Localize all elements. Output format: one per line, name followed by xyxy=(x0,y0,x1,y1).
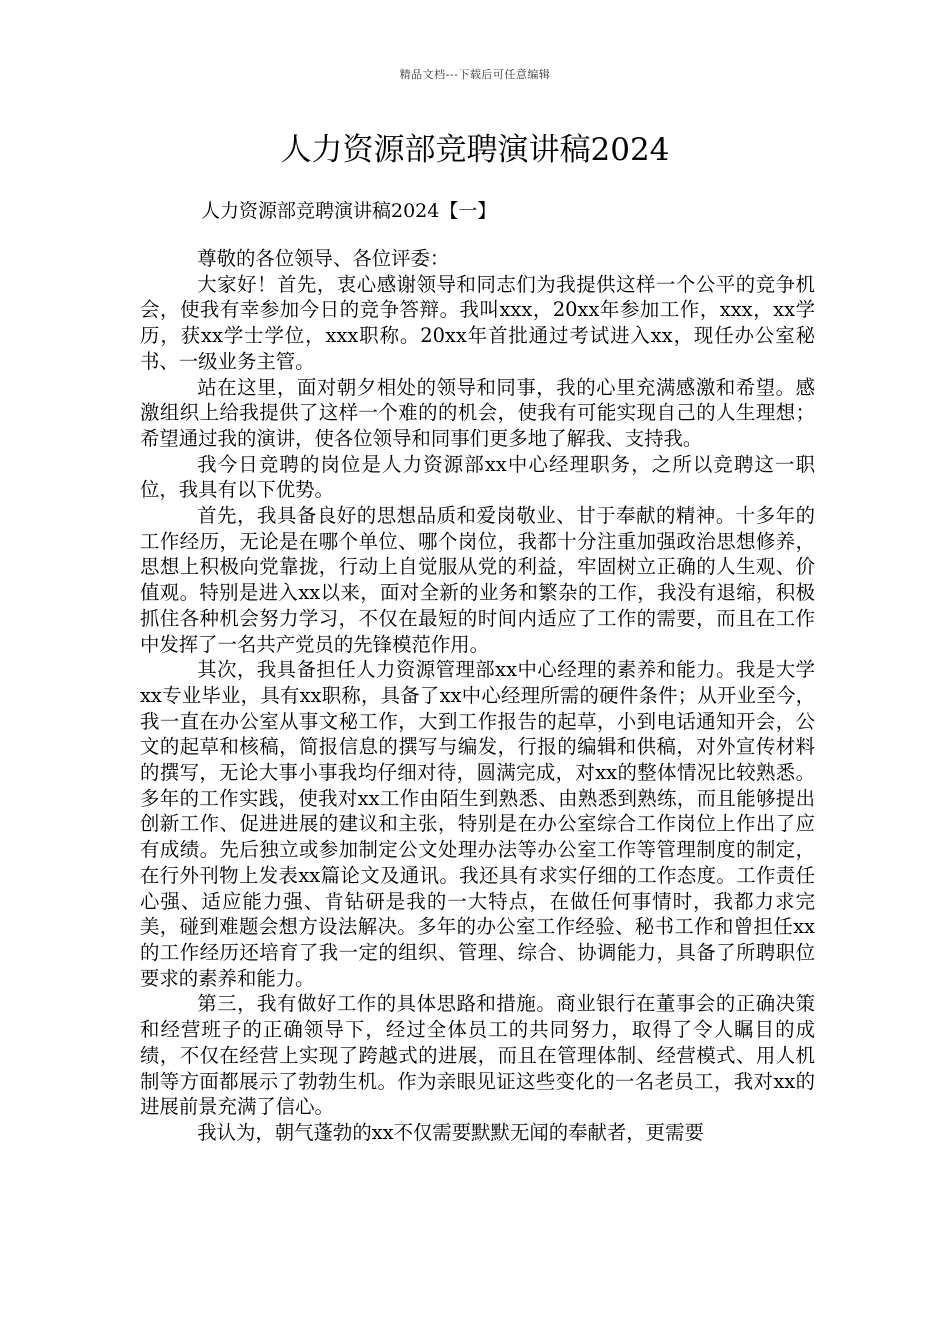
paragraph-opinion: 我认为，朝气蓬勃的xx不仅需要默默无闻的奉献者，更需要 xyxy=(197,1120,704,1144)
paragraph-position: 我今日竞聘的岗位是人力资源部xx中心经理职务，之所以竞聘这一职位，我具有以下优势。 xyxy=(140,452,815,502)
paragraph-greeting: 大家好！首先，衷心感谢领导和同志们为我提供这样一个公平的竞争机会，使我有幸参加今日的竞争答辩。我叫xxx，20xx年参加工作，xxx，xx学历，获xx学士学位，xxx职称。20xx年首批通过考试进入xx，现任办公室秘书、一级业务主管。 xyxy=(140,272,815,373)
section-title: 人力资源部竞聘演讲稿2024【一】 xyxy=(201,200,497,222)
paragraph-gratitude: 站在这里，面对朝夕相处的领导和同事，我的心里充满感激和希望。感激组织上给我提供了这样一个难的的机会，使我有可能实现自己的人生理想；希望通过我的演讲，使各位领导和同事们更多地了解我、支持我。 xyxy=(140,375,815,450)
paragraph-first-advantage: 首先，我具备良好的思想品质和爱岗敬业、甘于奉献的精神。十多年的工作经历，无论是在哪个单位、哪个岗位，我都十分注重加强政治思想修养，思想上积极向党靠拢，行动上自觉服从党的利益，牢固树立正确的人生观、价值观。特别是进入xx以来，面对全新的业务和繁杂的工作，我没有退缩，积极抓住各种机会努力学习，不仅在最短的时间内适应了工作的需要，而且在工作中发挥了一名共产党员的先锋模范作用。 xyxy=(140,504,815,656)
paragraph-third-advantage: 第三，我有做好工作的具体思路和措施。商业银行在董事会的正确决策和经营班子的正确领导下，经过全体员工的共同努力，取得了令人瞩目的成绩，不仅在经营上实现了跨越式的进展，而且在管理体制、经营模式、用人机制等方面都展示了勃勃生机。作为亲眼见证这些变化的一名老员工，我对xx的进展前景充满了信心。 xyxy=(140,992,815,1119)
paragraph-second-advantage: 其次，我具备担任人力资源管理部xx中心经理的素养和能力。我是大学xx专业毕业，具有xx职称，具备了xx中心经理所需的硬件条件；从开业至今，我一直在办公室从事文秘工作，大到工作报告的起草，小到电话通知开会，公文的起草和核稿，简报信息的撰写与编发，行报的编辑和供稿，对外宣传材料的撰写，无论大事小事我均仔细对待，圆满完成，对xx的整体情况比较熟悉。多年的工作实践，使我对xx工作由陌生到熟悉、由熟悉到熟练，而且能够提出创新工作、促进进展的建议和主张，特别是在办公室综合工作岗位上作出了应有成绩。先后独立或参加制定公文处理办法等办公室工作等管理制度的制定，在行外刊物上发表xx篇论文及通讯。我还具有求实仔细的工作态度。工作责任心强、适应能力强、肯钻研是我的一大特点，在做任何事情时，我都力求完美，碰到难题会想方设法解决。多年的办公室工作经验、秘书工作和曾担任xx的工作经历还培育了我一定的组织、管理、综合、协调能力，具备了所聘职位要求的素养和能力。 xyxy=(140,658,815,990)
document-title: 人力资源部竞聘演讲稿2024 xyxy=(280,132,670,168)
document-body xyxy=(140,246,815,1146)
header-note: 精品文档---下载后可任意编辑 xyxy=(399,68,551,81)
salutation: 尊敬的各位领导、各位评委： xyxy=(197,247,450,270)
